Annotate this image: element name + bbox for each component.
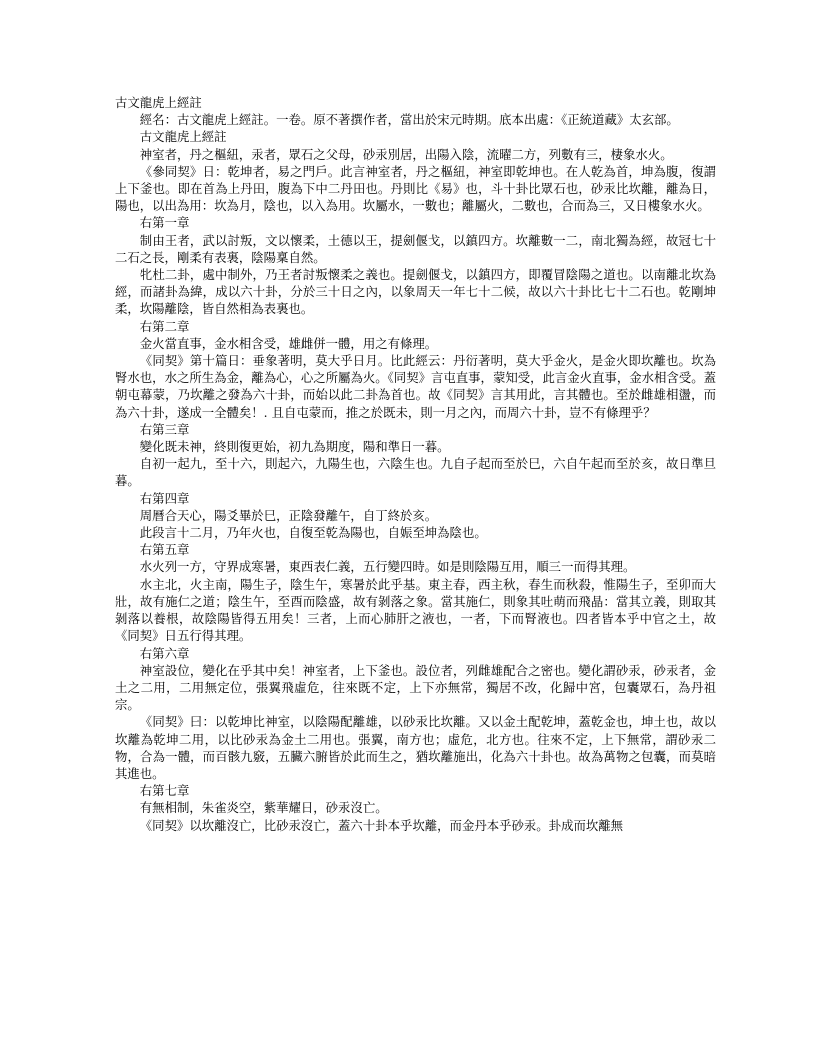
commentary-5: 此段言十二月，乃年火也，自復至乾為陽也，自娠至坤為陰也。 xyxy=(139,525,487,541)
commentary-6: 水主北，火主南，陽生子，陰生午，寒暑於此乎基。東主春，西主秋，春生而秋殺，惟陽生子，至卯而大壯，故有施仁之道；陰生午，至酉而陰盛，故有剝落之象。當其施仁，則象其吐萌而飛晶：當其立義，則取其剝落以養根，故陰陽皆得五用矣！三者，上而心肺肝之液也，一者，下而腎液也。四者皆本乎中官之土，故《同契》日五行得其理。 xyxy=(115,576,716,644)
commentary-3: 《同契》第十篇日：垂象著明，莫大乎日月。比此經云：丹衍著明，莫大乎金火，是金火即坎離也。坎為腎水也，水之所生為金，離為心，心之所屬為火。《同契》言屯直事，蒙知受，此言金火直事，金水相含受。蓋朝屯幕蒙，乃坎離之發為六十卦，而始以此二卦為首也。故《同契》言其用此，言其體也。至於雌雄相盪，而為六十卦，遂成一全體矣！. 且自屯蒙而，推之於既未，則一月之內，而周六十卦，豈不有條理乎？ xyxy=(115,353,716,420)
doc-title: 古文龍虎上經註 xyxy=(115,95,202,110)
document-text-block xyxy=(115,94,716,834)
canon-2: 制由王者，武以討叛，文以懷柔，土德以王，提劍偃戈，以鎮四方。坎離數一二，南北獨為經，故冠七十二石之長，剛柔有表裏，陰陽稟自然。 xyxy=(115,232,716,265)
chapter-3: 右第三章 xyxy=(139,421,190,437)
commentary-2: 牝杜二卦，處中制外，乃王者討叛懷柔之義也。提劍偃戈，以鎮四方，即覆冒陰陽之道也。以南離北坎為經，而諸卦為緯，成以六十卦，分於三十日之內，以象周天一年七十二候，故以六十卦比七十二石也。乾剛坤柔，坎陽離陰，皆自然相為表裏也。 xyxy=(115,267,716,317)
canon-6: 水火列一方，守界成寒暑，東西表仁義，五行變四時。如是則陰陽互用，順三一而得其理。 xyxy=(139,559,636,575)
chapter-1: 右第一章 xyxy=(139,215,190,231)
chapter-7: 右第七章 xyxy=(139,783,190,799)
commentary-4: 自初一起九，至十六，則起六，九陽生也，六陰生也。九自子起而至於巳，六自午起而至於亥，故日準旦暮。 xyxy=(115,456,716,489)
chapter-6: 右第六章 xyxy=(139,645,190,661)
commentary-8: 《同契》以坎離沒亡，比砂汞沒亡，蓋六十卦本乎坎離，而金丹本乎砂汞。卦成而坎離無 xyxy=(139,817,624,833)
canon-1: 神室者，丹之樞紐，汞者，眾石之父母，砂汞別居，出陽入陰，流曜二方，列數有三，棲象水火。 xyxy=(139,146,673,162)
canon-8: 有無相制，朱雀炎空，紫華耀日，砂汞沒亡。 xyxy=(139,800,388,816)
colophon: 經名：古文龍虎上經註。一卷。原不著撰作者，當出於宋元時期。底本出處：《正統道藏》太玄部。 xyxy=(139,112,679,128)
commentary-1: 《參同契》日：乾坤者，易之門戶。此言神室者，丹之樞紐，神室即乾坤也。在人乾為首，坤為腹，復謂上下釜也。即在首為上丹田，腹為下中二丹田也。丹則比《易》也，斗十卦比眾石也，砂汞比坎離，離為日，陽也，以出為用：坎為月，陰也，以入為用。坎屬水，一數也；離屬火，二數也，合而為三，又日樓象水火。 xyxy=(115,163,716,214)
inner-title: 古文龍虎上經註 xyxy=(139,129,227,145)
commentary-7: 《同契》曰：以乾坤比神室，以陰陽配離雄，以砂汞比坎離。又以金土配乾坤，蓋乾金也，坤土也，故以坎離為乾坤二用，以比砂汞為金土二用也。張翼，南方也；虛危，北方也。往來不定，上下無常，謂砂汞二物，合為一體，而百骸九竅，五臟六腑皆於此而生之，猶坎離施出，化為六十卦也。故為萬物之包囊，而莫暗其進也。 xyxy=(115,714,716,781)
canon-3: 金火當直事，金水相含受，雄雌併一體，用之有條理。 xyxy=(139,335,438,351)
chapter-4: 右第四章 xyxy=(139,490,190,506)
canon-4: 變化既未神，終則復更始，初九為期度，陽和準日一暮。 xyxy=(139,439,450,455)
chapter-2: 右第二章 xyxy=(139,318,190,334)
canon-5: 周曆合天心，陽爻畢於巳，正陰發離午，自丁終於亥。 xyxy=(139,507,438,523)
canon-7: 神室設位，變化在乎其中矣！神室者，上下釜也。設位者，列雌雄配合之密也。變化謂砂汞，砂汞者，金土之二用，二用無定位，張翼飛虛危，往來既不定，上下亦無常，獨居不改，化歸中宮，包囊眾石，為丹祖宗。 xyxy=(115,662,716,713)
chapter-5: 右第五章 xyxy=(139,542,190,558)
